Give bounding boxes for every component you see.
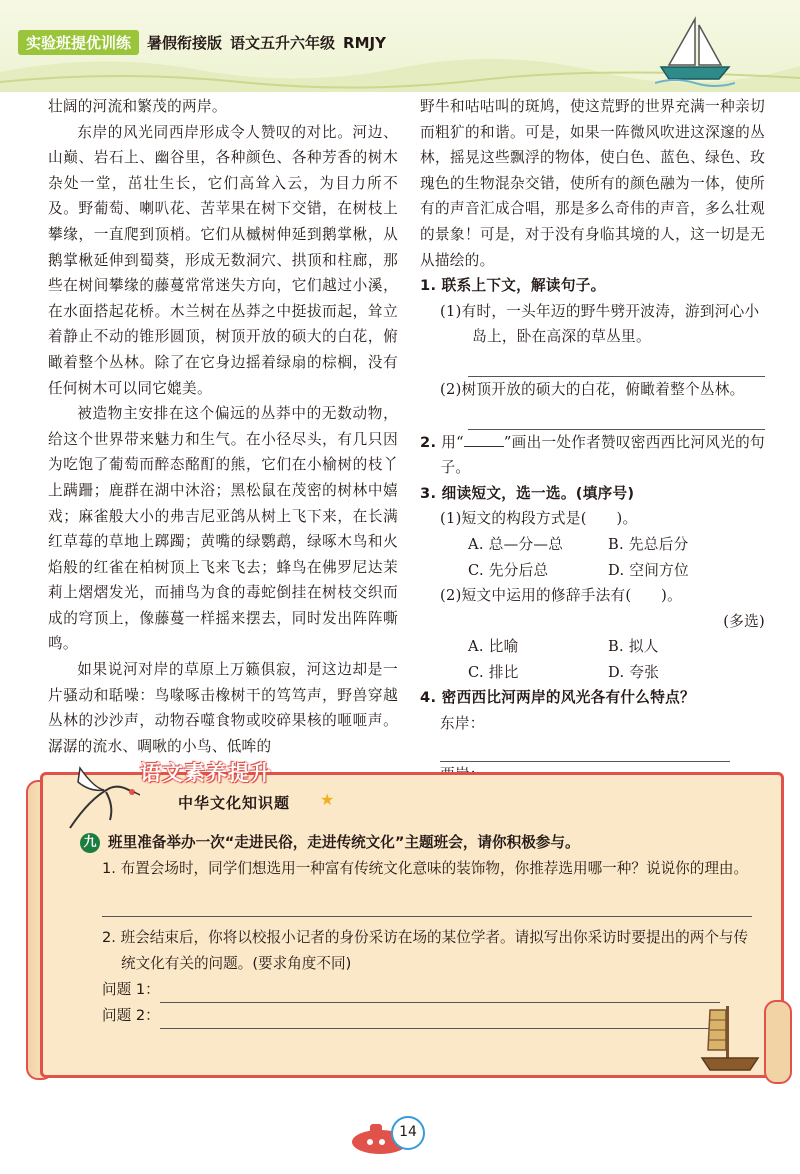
option: B. 拟人 [608, 638, 659, 656]
passage-paragraph: 东岸的风光同西岸形成令人赞叹的对比。河边、山巅、岩石上、幽谷里，各种颜色、各种芳香的树木杂处一堂，茁壮生长，它们高耸入云，为目力所不及。野葡萄、喇叭花、苦苹果在树下交错，在树枝上攀缘，一直爬到顶梢。它们从槭树伸延到鹅掌楸，从鹅掌楸延伸到蜀葵，形成无数洞穴、拱顶和柱廊，那些在树间攀缘的藤蔓常常迷失方向，它们越过小溪，在水面搭起花桥。木兰树在丛莽之中挺拔而起，耸立着静止不动的锥形圆顶，树顶开放的硕大的白花，俯瞰着整个丛林。除了在它身边摇着绿扇的棕榈，没有任何树木可以同它媲美。 [48, 123, 398, 397]
option: A. 总—分—总 [468, 535, 564, 553]
passage-left-column [48, 94, 398, 759]
interview-answer-line-2[interactable] [160, 1012, 720, 1029]
underline-sample [464, 432, 504, 447]
question-3-part-1-options [468, 532, 765, 583]
star-icon: ★ [320, 790, 335, 809]
scroll-right-roll [764, 1000, 792, 1084]
page-number: 14 [391, 1116, 425, 1150]
question-1-sentence-2: (2)树顶开放的硕大的白花，俯瞰着整个丛林。 [440, 380, 745, 398]
submarine-icon [340, 1108, 440, 1158]
knowledge-subtitle: 中华文化知识题 [178, 794, 291, 812]
passage-paragraph: 被造物主安排在这个偏远的丛莽中的无数动物，给这个世界带来魅力和生气。在小径尽头，有几只因为吃饱了葡萄而醉态酩酊的熊，它们在小榆树的枝丫上蹒跚；鹿群在湖中沐浴；黑松鼠在茂密的树林中嬉戏；麻雀般大小的弗吉尼亚鸽从树上飞下来，在长满红草莓的草地上踯躅；黄嘴的绿鹦鹉，绿啄木鸟和火焰般的红雀在柏树顶上飞来飞去；蜂鸟在佛罗尼达茉莉上熠熠发光，而捕鸟为食的毒蛇倒挂在树枝交织而成的穹顶上，像藤蔓一样摇来摆去，同时发出阵阵嘶鸣。 [48, 405, 398, 653]
option: D. 夸张 [608, 663, 660, 681]
junk-boat-icon [700, 1000, 760, 1078]
culture-question-1: 1. 布置会场时，同学们想选用一种富有传统文化意味的装饰物，你推荐选用哪一种？说说你的理由。 [102, 860, 749, 877]
question-3-part-1: (1)短文的构段方式是( )。 [440, 510, 638, 528]
culture-box-content [80, 830, 760, 1029]
option: C. 先分后总 [468, 561, 549, 579]
interview-question-1: 问题 1： [102, 977, 760, 1003]
option: D. 空间方位 [608, 561, 689, 579]
passage-paragraph: 如果说河对岸的草原上万籁俱寂，河这边却是一片骚动和聒噪：鸟喙啄击橡树干的笃笃声，野兽穿越丛林的沙沙声，动物吞噬食物或咬碎果核的咂咂声。潺潺的流水、啁啾的小鸟、低哞的 [48, 661, 398, 755]
answer-line[interactable] [468, 403, 765, 430]
crane-icon [60, 758, 140, 836]
option: A. 比喻 [468, 638, 519, 656]
subject-label: 语文五升六年级 [230, 34, 336, 52]
question-3-title: 3. 细读短文，选一选。(填序号) [420, 484, 635, 502]
code-label: RMJY [343, 33, 386, 52]
page-header [0, 0, 800, 92]
section-heading: 九 班里准备举办一次“走进民俗，走进传统文化”主题班会，请你积极参与。 [80, 830, 760, 856]
multi-select-note: (多选) [723, 612, 765, 630]
interview-answer-line-1[interactable] [160, 986, 720, 1003]
passage-paragraph: 野牛和咕咕叫的斑鸠，使这荒野的世界充满一种亲切而粗犷的和谐。可是，如果一阵微风吹进这深邃的丛林，摇晃这些飘浮的物体，使白色、蓝色、绿色、玫瑰色的生物混杂交错，使所有的颜色融为一体，使所有的声音汇成合唱，那是多么奇伟的声音，多么壮观的景象！可是，对于没有身临其境的人，这一切是无从描绘的。 [420, 98, 765, 269]
question-1-sentence-1: (1)有时，一头年迈的野牛劈开波涛，游到河心小岛上，卧在高深的草丛里。 [440, 302, 760, 346]
question-4-title: 4. 密西西比河两岸的风光各有什么特点？ [420, 689, 695, 707]
east-bank-line: 东岸： [440, 711, 765, 762]
option: B. 先总后分 [608, 535, 689, 553]
option: C. 排比 [468, 663, 519, 681]
answer-line[interactable] [468, 350, 765, 377]
section-number-badge: 九 [80, 833, 100, 853]
question-3-part-2: (2)短文中运用的修辞手法有( )。 [440, 587, 683, 605]
question-2: 2. 用“ ”画出一处作者赞叹密西西比河风光的句子。 [420, 433, 765, 477]
question-3-part-2-options [468, 634, 765, 685]
east-bank-answer-line[interactable] [440, 745, 730, 762]
passage-paragraph: 壮阔的河流和繁茂的两岸。 [48, 98, 227, 115]
question-1-title: 1. 联系上下文，解读句子。 [420, 277, 606, 295]
interview-question-2: 问题 2： [102, 1003, 760, 1029]
sailboat-icon [655, 15, 735, 87]
promo-title: 语文素养提升 [140, 761, 272, 785]
culture-question-2: 2. 班会结束后，你将以校报小记者的身份采访在场的某位学者。请拟写出你采访时要提出的两个与传统文化有关的问题。(要求角度不同) [102, 929, 749, 972]
right-column [420, 94, 765, 813]
edition-label: 暑假衔接版 [147, 34, 223, 52]
answer-line[interactable] [102, 890, 752, 917]
brand-label: 实验班提优训练 [18, 30, 139, 55]
